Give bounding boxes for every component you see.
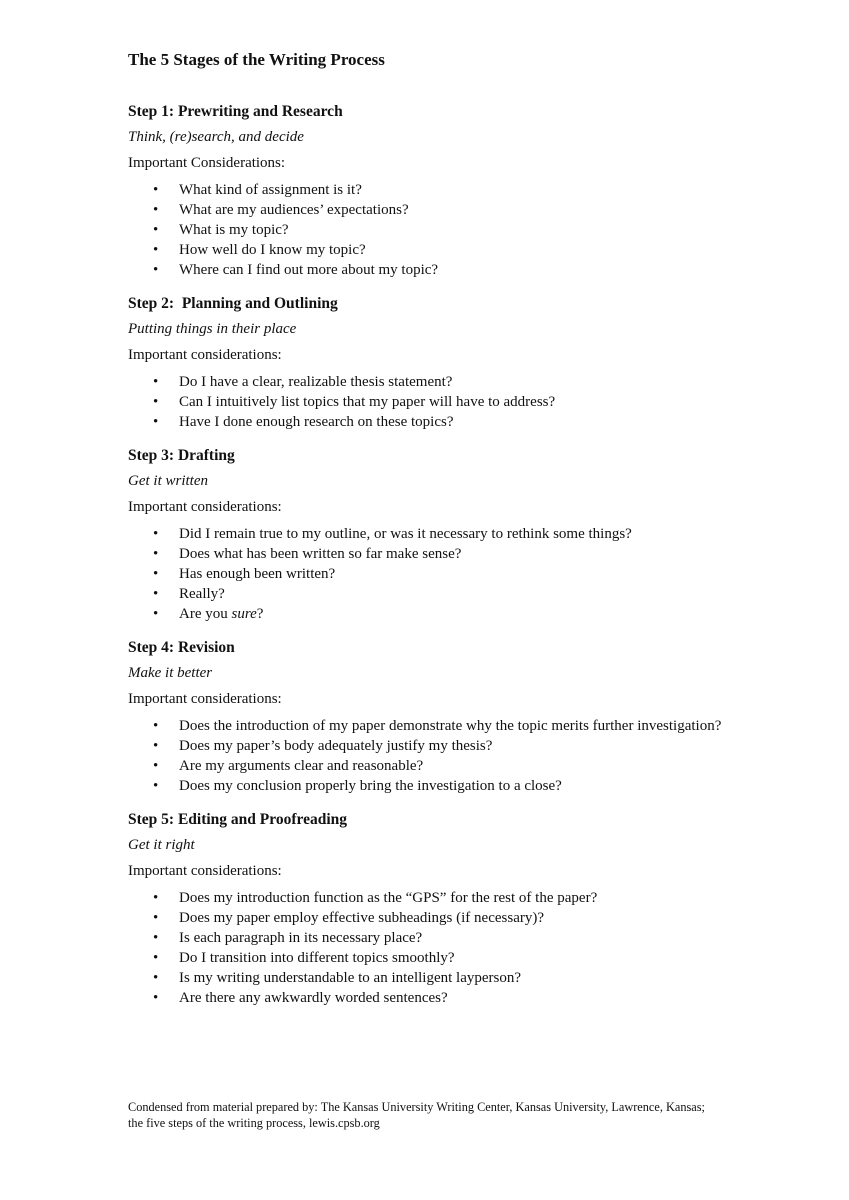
bullet-icon: • [153,758,159,774]
considerations-label: Important considerations: [128,499,282,515]
list-item [128,372,722,392]
list-item [128,584,722,604]
source-footnote: Condensed from material prepared by: The Kansas University Writing Center, Kansas University, Lawrence, Kansas; the five steps of the writing process, lewis.cpsb.org [128,1100,705,1130]
list-item [128,412,722,432]
bullet-icon: • [153,414,159,430]
step-5-section [128,808,722,1008]
list-item-text: Does the introduction of my paper demonstrate why the topic merits further investigation? [179,718,722,734]
list-item [128,604,722,624]
list-item-text-emphasized: Are you sure? [179,606,264,622]
list-item [128,544,722,564]
list-item [128,988,722,1008]
considerations-list [128,180,722,280]
list-item-text: Does my conclusion properly bring the investigation to a close? [179,778,562,794]
list-item [128,736,722,756]
bullet-icon: • [153,970,159,986]
list-item-text: Did I remain true to my outline, or was it necessary to rethink some things? [179,526,632,542]
list-item-text: Have I done enough research on these topics? [179,414,454,430]
list-item [128,220,722,240]
step-heading: Step 1: Prewriting and Research [128,103,343,120]
considerations-label: Important considerations: [128,347,282,363]
considerations-label: Important considerations: [128,863,282,879]
list-item [128,180,722,200]
list-item [128,392,722,412]
considerations-list [128,524,722,624]
bullet-icon: • [153,738,159,754]
step-subtitle: Make it better [128,665,213,681]
bullet-icon: • [153,890,159,906]
bullet-icon: • [153,990,159,1006]
list-item [128,908,722,928]
bullet-icon: • [153,374,159,390]
step-4-section [128,636,722,796]
step-subtitle: Think, (re)search, and decide [128,129,304,145]
bullet-icon: • [153,182,159,198]
bullet-icon: • [153,394,159,410]
considerations-list [128,888,722,1008]
bullet-icon: • [153,262,159,278]
list-item [128,260,722,280]
list-item [128,776,722,796]
list-item-text: What kind of assignment is it? [179,182,362,198]
bullet-icon: • [153,546,159,562]
considerations-list [128,716,722,796]
step-subtitle: Putting things in their place [128,321,297,337]
bullet-icon: • [153,910,159,926]
list-item [128,928,722,948]
list-item [128,564,722,584]
list-item-text: Do I transition into different topics smoothly? [179,950,455,966]
step-1-section [128,100,722,280]
step-3-section [128,444,722,624]
bullet-icon: • [153,222,159,238]
step-subtitle: Get it right [128,837,195,853]
list-item-text: Is each paragraph in its necessary place? [179,930,423,946]
bullet-icon: • [153,950,159,966]
bullet-icon: • [153,606,159,622]
bullet-icon: • [153,586,159,602]
bullet-icon: • [153,566,159,582]
considerations-list [128,372,722,432]
list-item-text: Is my writing understandable to an intelligent layperson? [179,970,521,986]
step-heading: Step 2: Planning and Outlining [128,295,338,312]
list-item-text: What are my audiences’ expectations? [179,202,409,218]
list-item-text: What is my topic? [179,222,289,238]
step-heading: Step 4: Revision [128,639,235,656]
list-item [128,240,722,260]
list-item-text: Does my introduction function as the “GPS” for the rest of the paper? [179,890,598,906]
list-item-text: Does my paper employ effective subheadings (if necessary)? [179,910,545,926]
list-item-text: How well do I know my topic? [179,242,366,258]
bullet-icon: • [153,778,159,794]
list-item-text: Are there any awkwardly worded sentences? [179,990,448,1006]
bullet-icon: • [153,202,159,218]
list-item [128,948,722,968]
list-item-text: Do I have a clear, realizable thesis statement? [179,374,453,390]
document-title: The 5 Stages of the Writing Process [128,50,385,69]
step-2-section [128,292,722,432]
list-item-text: Does my paper’s body adequately justify my thesis? [179,738,493,754]
list-item-text: Can I intuitively list topics that my paper will have to address? [179,394,556,410]
list-item [128,200,722,220]
list-item [128,888,722,908]
bullet-icon: • [153,242,159,258]
considerations-label: Important Considerations: [128,155,286,171]
bullet-icon: • [153,526,159,542]
list-item-text: Does what has been written so far make sense? [179,546,462,562]
list-item-text: Has enough been written? [179,566,336,582]
document-page [128,48,722,1020]
list-item [128,756,722,776]
list-item [128,716,722,736]
list-item-text: Really? [179,586,225,602]
step-heading: Step 5: Editing and Proofreading [128,811,348,828]
list-item [128,524,722,544]
list-item-text: Where can I find out more about my topic? [179,262,439,278]
step-heading: Step 3: Drafting [128,447,235,464]
step-subtitle: Get it written [128,473,208,489]
list-item [128,968,722,988]
bullet-icon: • [153,718,159,734]
bullet-icon: • [153,930,159,946]
considerations-label: Important considerations: [128,691,282,707]
list-item-text: Are my arguments clear and reasonable? [179,758,424,774]
